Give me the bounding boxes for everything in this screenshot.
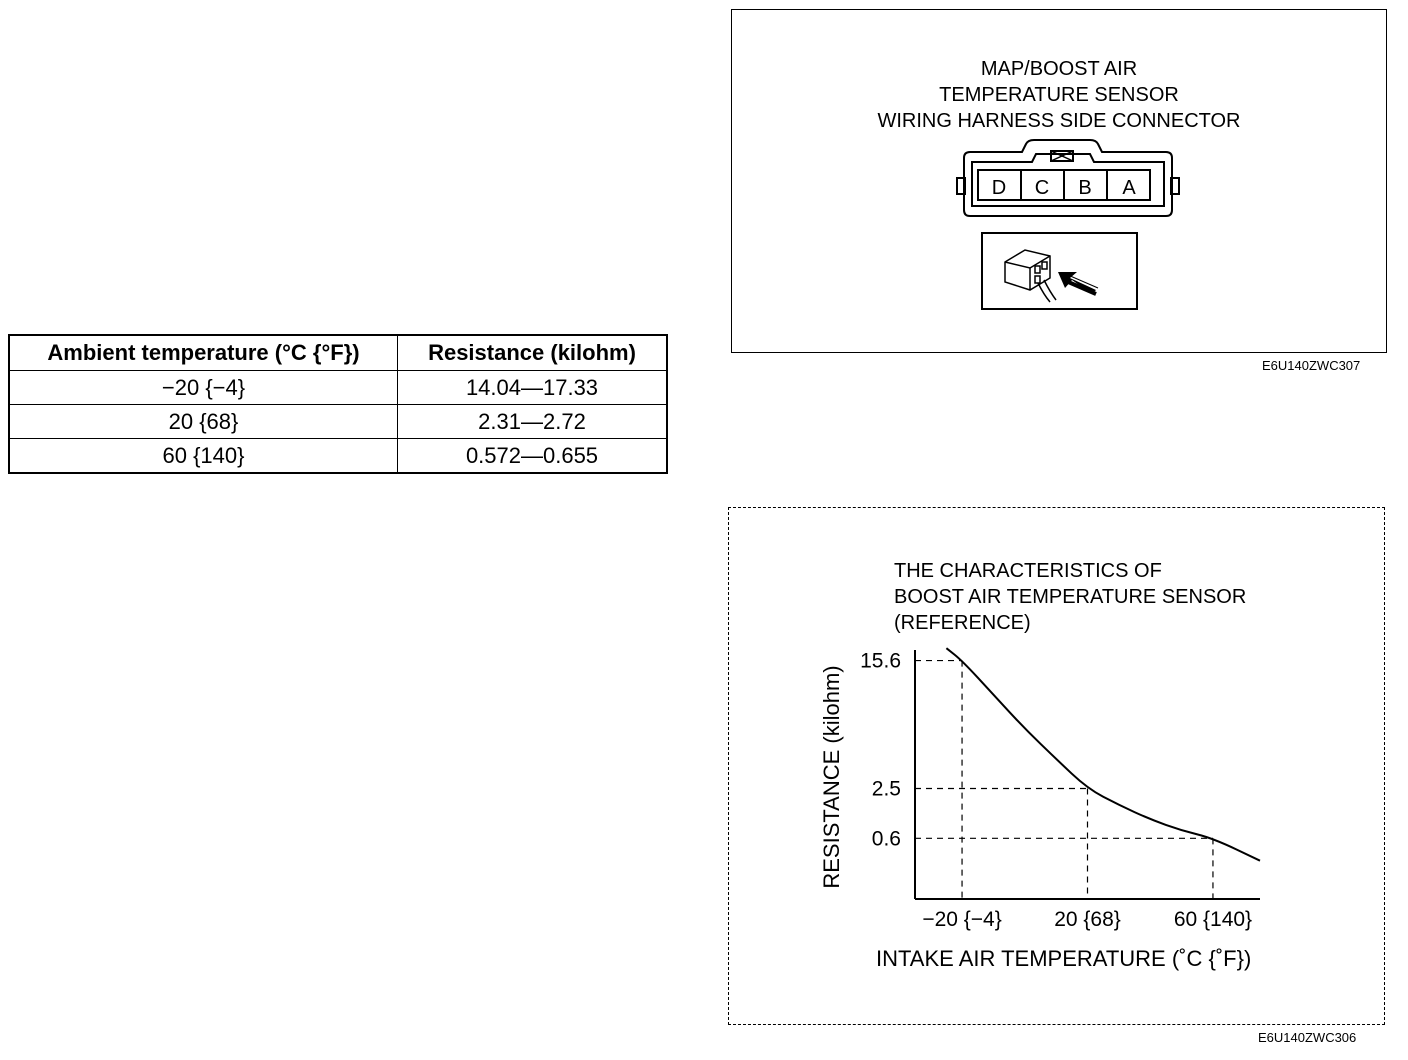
header-resistance: Resistance (kilohm) (398, 335, 668, 371)
connector-figure (731, 9, 1387, 353)
chart-title-line: (REFERENCE) (894, 612, 1031, 634)
chart-x-tick-label: −20 {−4} (922, 908, 1002, 931)
temperature-cell: −20 {−4} (9, 371, 398, 405)
temperature-cell: 20 {68} (9, 405, 398, 439)
chart-x-tick-label: 60 {140} (1173, 908, 1253, 931)
chart-title (894, 558, 1246, 636)
table-row (9, 371, 667, 405)
chart-y-axis-label: RESISTANCE (kilohm) (819, 665, 844, 889)
resistance-cell: 0.572—0.655 (398, 439, 668, 474)
connector-pin-label: D (991, 177, 1007, 199)
chart-figure-code: E6U140ZWC306 (1258, 1030, 1357, 1045)
connector-pin-label: C (1034, 177, 1050, 199)
resistance-spec-table (8, 334, 668, 474)
connector-title-line: TEMPERATURE SENSOR (939, 84, 1179, 106)
chart-y-tick-label: 2.5 (871, 777, 901, 801)
connector-drawing (732, 10, 1388, 354)
connector-title-line: WIRING HARNESS SIDE CONNECTOR (877, 110, 1241, 132)
chart-x-axis-label: INTAKE AIR TEMPERATURE (˚C {˚F}) (876, 946, 1252, 971)
connector-pin-label: A (1122, 177, 1136, 199)
chart-y-tick-label: 15.6 (860, 649, 901, 673)
connector-figure-code: E6U140ZWC307 (1262, 358, 1361, 373)
chart-title-line: BOOST AIR TEMPERATURE SENSOR (894, 586, 1247, 608)
resistance-cell: 2.31—2.72 (398, 405, 668, 439)
table-row (9, 405, 667, 439)
chart-x-tick-label: 20 {68} (1054, 908, 1121, 931)
connector-pin-label: B (1078, 177, 1092, 199)
view-direction-inset-icon (982, 233, 1137, 309)
header-ambient-temperature: Ambient temperature (°C {°F}) (9, 335, 398, 371)
temperature-cell: 60 {140} (9, 439, 398, 474)
chart-series-line (946, 648, 1260, 861)
chart-title-line: THE CHARACTERISTICS OF (894, 560, 1162, 582)
connector-title-line: MAP/BOOST AIR (980, 58, 1138, 80)
table-header-row (9, 335, 667, 371)
resistance-chart (840, 640, 1280, 940)
connector-housing-icon (957, 140, 1179, 216)
chart-y-tick-label: 0.6 (871, 827, 901, 851)
resistance-cell: 14.04—17.33 (398, 371, 668, 405)
table-row (9, 439, 667, 474)
